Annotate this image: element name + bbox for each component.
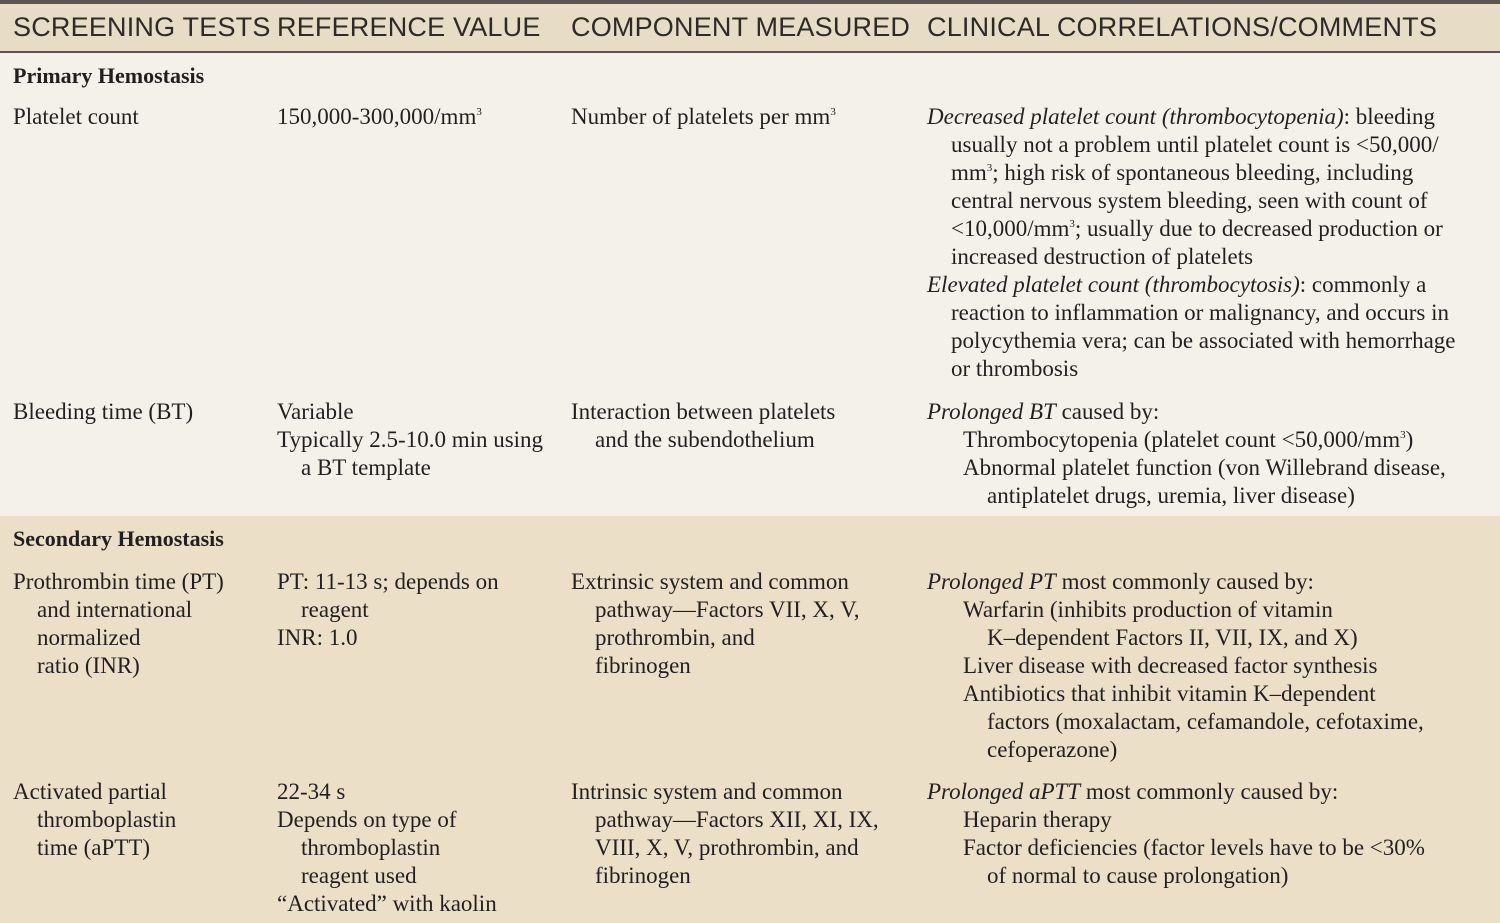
aptt-component: Intrinsic system and common pathway—Factors XII, XI, IX, VIII, X, V, prothrombin, and fibrinogen <box>571 779 879 888</box>
platelet-reference: $150,000-300,000/mm^3$ <box>277 104 482 129</box>
bt-reference: Variable Typically 2.5-10.0 min using a BT template <box>277 399 544 480</box>
section-primary-hemostasis <box>0 53 1500 516</box>
section-title-primary: Primary Hemostasis <box>13 63 205 88</box>
header-component-measured: COMPONENT MEASURED <box>571 12 911 42</box>
aptt-test-name: Activated partial thromboplastin time (aPTT) <box>13 779 177 860</box>
aptt-clinical: Prolonged aPTT most commonly caused by: Heparin therapy Factor deficiencies (factor levels have to be <30% of normal to cause prolongation) <box>927 779 1425 888</box>
bt-clinical: Prolonged BT caused by: Thrombocytopenia (platelet count $<50,000/mm^3$) Abnormal platelet function (von Willebrand disease, antiplatelet drugs, uremia, liver disease) <box>927 399 1446 508</box>
platelet-clinical: Decreased platelet count (thrombocytopenia): bleeding usually not a problem until platelet count is <50,000/ $mm^3$; high risk of spontaneous bleeding, including central nervous system bleeding, seen with count of $<10,000/mm^3$; usually due to decreased production or increased destruction of platelets Elevated platelet count (thrombocytosis): commonly a reaction to inflammation or malignancy, and occurs in polycythemia vera; can be associated with hemorrhage or thrombosis <box>927 104 1456 381</box>
platelet-component: Number of platelets per $mm^3$ <box>571 104 836 129</box>
pt-test-name: Prothrombin time (PT) and international normalized ratio (INR) <box>13 569 224 678</box>
pt-clinical: Prolonged PT most commonly caused by: Warfarin (inhibits production of vitamin K–dependent Factors II, VII, IX, and X) Liver disease with decreased factor synthesis Antibiotics that inhibit vitamin K–dependent factors (moxalactam, cefamandole, cefotaxime, cefoperazone) <box>927 569 1424 762</box>
section-secondary-hemostasis <box>0 516 1500 923</box>
header-clinical-correlations: CLINICAL CORRELATIONS/COMMENTS <box>927 12 1438 42</box>
bt-component: Interaction between platelets and the subendothelium <box>571 399 836 452</box>
pt-reference: PT: 11-13 s; depends on reagent INR: 1.0 <box>277 569 499 650</box>
bt-test-name: Bleeding time (BT) <box>13 399 194 424</box>
section-title-secondary: Secondary Hemostasis <box>13 526 224 551</box>
platelet-test-name: Platelet count <box>13 104 139 129</box>
pt-component: Extrinsic system and common pathway—Factors VII, X, V, prothrombin, and fibrinogen <box>571 569 860 678</box>
table-header <box>0 4 1500 53</box>
aptt-reference: 22-34 s Depends on type of thromboplastin reagent used “Activated” with kaolin <box>277 779 497 916</box>
header-screening-tests: SCREENING TESTS <box>13 12 271 42</box>
header-reference-value: REFERENCE VALUE <box>277 12 541 42</box>
